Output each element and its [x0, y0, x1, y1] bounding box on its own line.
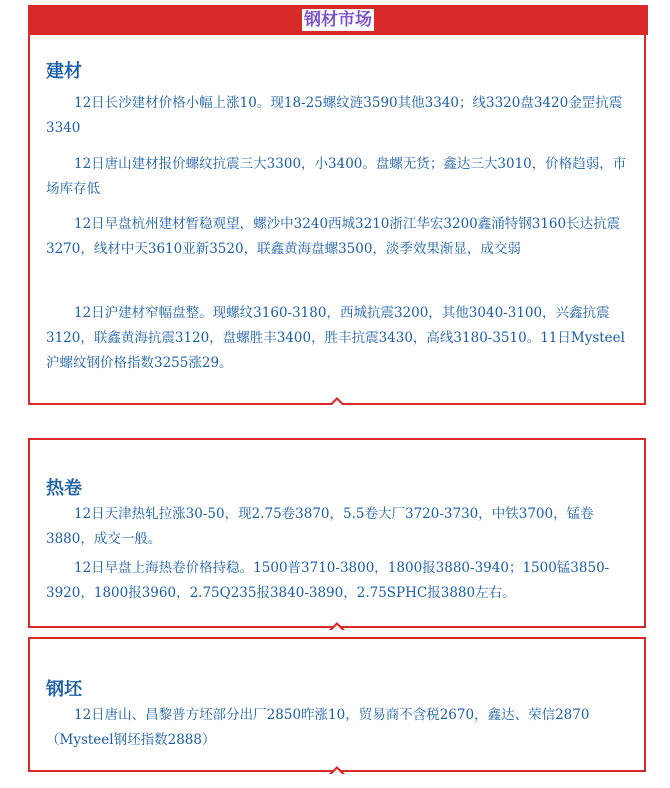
section-title-hot-rolled-coil: 热卷 — [46, 478, 82, 499]
news-paragraph: 12日长沙建材价格小幅上涨10。现18-25螺纹涟3590其他3340；线3320盘3420金罡抗震3340 — [46, 95, 623, 136]
news-paragraph: 12日唐山、昌黎普方坯部分出厂2850昨涨10，贸易商不含税2670，鑫达、荣信2870（Mysteel钢坯指数2888） — [46, 707, 590, 748]
section-title-billet: 钢坯 — [46, 679, 82, 700]
section-box-billet — [28, 637, 646, 772]
header-title: 钢材市场 — [304, 10, 372, 30]
news-paragraph: 12日早盘杭州建材暂稳观望，螺沙中3240西城3210浙江华宏3200鑫涌特钢3160长达抗震3270，线材中天3610亚新3520，联鑫黄海盘螺3500，淡季效果渐显，成交弱 — [46, 216, 621, 257]
section-box-hot-rolled-coil — [28, 438, 646, 628]
section-header-bar — [28, 5, 648, 35]
news-paragraph: 12日天津热轧拉涨30-50，现2.75卷3870，5.5卷大厂3720-3730，中铁3700，锰卷3880，成交一般。 — [46, 506, 594, 547]
section-box-rebar — [28, 35, 646, 405]
section-title-rebar: 建材 — [46, 61, 82, 82]
news-paragraph: 12日唐山建材报价螺纹抗震三大3300，小3400。盘螺无货；鑫达三大3010，价格趋弱，市场库存低 — [46, 156, 627, 197]
news-paragraph: 12日早盘上海热卷价格持稳。1500普3710-3800，1800报3880-3940；1500锰3850-3920，1800报3960，2.75Q235报3840-3890，2.75SPHC报3880左右。 — [46, 560, 610, 601]
section-arrow-icon — [329, 766, 345, 774]
section-arrow-icon — [329, 397, 345, 405]
news-paragraph: 12日沪建材窄幅盘整。现螺纹3160-3180，西城抗震3200，其他3040-3100，兴鑫抗震3120，联鑫黄海抗震3120，盘螺胜丰3400，胜丰抗震3430，高线3180-3510。11日Mysteel沪螺纹钢价格指数3255涨29。 — [46, 305, 625, 371]
section-arrow-icon — [329, 622, 345, 630]
